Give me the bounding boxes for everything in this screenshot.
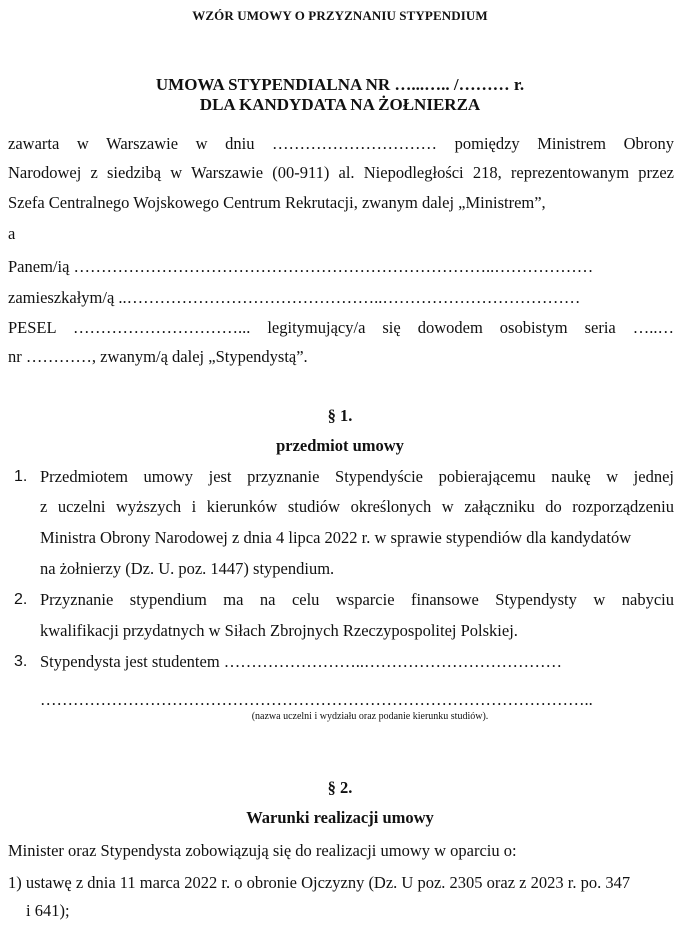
intro-line-2: Narodowej z siedzibą w Warszawie (00-911) al. Niepodległości 218, reprezentowanym przez [8,163,674,182]
intro-line-3: Szefa Centralnego Wojskowego Centrum Rekrutacji, zwanym dalej „Ministrem”, [8,193,546,212]
list-item-text: na żołnierzy (Dz. U. poz. 1447) stypendium. [40,559,335,578]
section-2-number: § 2. [327,778,353,797]
list-item-number: 3. [14,653,28,670]
party-id-line: nr …………, zwanym/ą dalej „Stypendystą”. [8,347,308,366]
section-1-number: § 1. [327,406,353,425]
contract-title-line2: DLA KANDYDATA NA ŻOŁNIERZA [199,95,481,114]
list-item-text: kwalifikacji przydatnych w Siłach Zbrojnych Rzeczypospolitej Polskiej. [40,621,518,640]
list-item-number: 1. [14,468,28,485]
list-item-text: Przedmiotem umowy jest przyznanie Stypendyście pobierającemu naukę w jednej [40,467,674,486]
intro-line-1: zawarta w Warszawie w dniu ………………………… pomiędzy Ministrem Obrony [8,134,674,153]
section-1-heading: przedmiot umowy [276,436,404,455]
party-address-line: zamieszkałym/ą ..………………………………………..……………………………… [8,288,581,307]
intro-and: a [8,224,16,243]
document-header: WZÓR UMOWY O PRZYZNANIU STYPENDIUM [192,8,488,23]
section-2-intro: Minister oraz Stypendysta zobowiązują się do realizacji umowy w oparciu o: [8,841,517,860]
party-name-line: Panem/ią …………………………………………………………………..……………… [8,257,594,276]
party-pesel-line: PESEL …………………………... legitymujący/a się dowodem osobistym seria …..… [8,318,674,337]
field-caption: (nazwa uczelni i wydziału oraz podanie kierunku studiów). [251,711,489,722]
contract-title-line1: UMOWA STYPENDIALNA NR …...….. /……… r. [155,75,525,94]
list-item-text: ……………………………………………………………………………………….. [40,690,593,709]
list-item-text: Ministra Obrony Narodowej z dnia 4 lipca 2022 r. w sprawie stypendiów dla kandydatów [40,528,632,547]
section-2-item-1: 1) ustawę z dnia 11 marca 2022 r. o obronie Ojczyzny (Dz. U poz. 2305 oraz z 2023 r. po. 347 [8,873,631,892]
section-2-item-1-cont: i 641); [26,901,70,920]
list-item-text: z uczelni wyższych i kierunków studiów określonych w załączniku do rozporządzeniu [40,497,674,516]
list-item-number: 2. [14,591,28,608]
section-2-heading: Warunki realizacji umowy [246,808,434,827]
list-item-text: Przyznanie stypendium ma na celu wsparcie finansowe Stypendysty w nabyciu [40,590,674,609]
list-item-text: Stypendysta jest studentem ……………………..……………………………… [40,652,563,671]
